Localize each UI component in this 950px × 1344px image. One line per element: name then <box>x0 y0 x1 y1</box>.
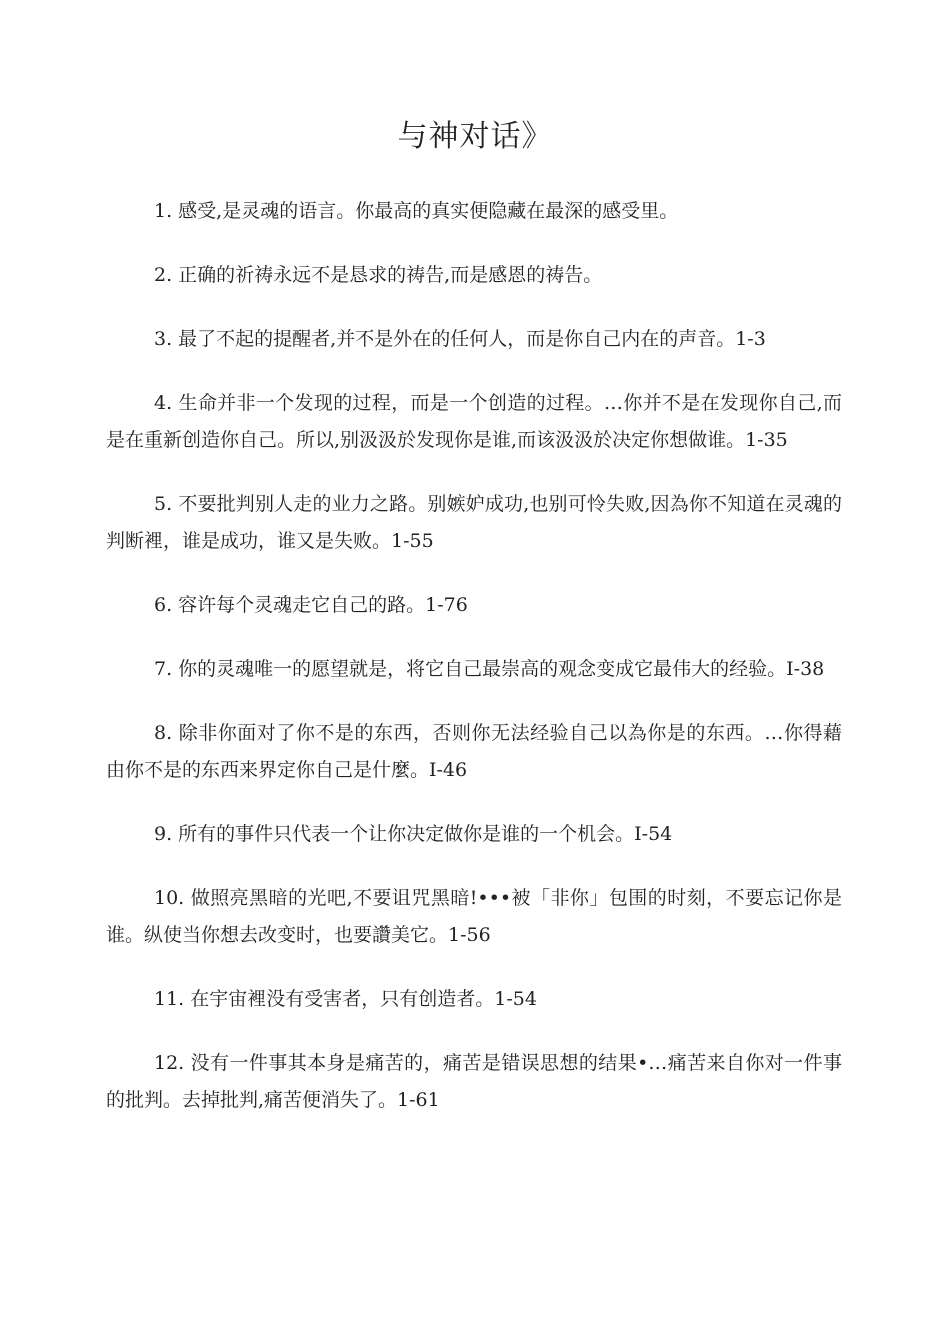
quote-item-9: 9. 所有的事件只代表一个让你决定做你是谁的一个机会。I-54 <box>154 823 673 845</box>
quote-item-5: 5. 不要批判别人走的业力之路。别嫉妒成功,也别可怜失败,因為你不知道在灵魂的判断裡，谁是成功，谁又是失败。1-55 <box>106 493 842 552</box>
quote-item-7: 7. 你的灵魂唯一的愿望就是，将它自己最崇高的观念变成它最伟大的经验。I-38 <box>154 658 825 680</box>
quote-item-4: 4. 生命并非一个发现的过程，而是一个创造的过程。…你并不是在发现你自己,而是在重新创造你自己。所以,别汲汲於发现你是谁,而该汲汲於决定你想做谁。1-35 <box>106 392 842 451</box>
quote-item-10: 10. 做照亮黑暗的光吧,不要诅咒黑暗!•••被「非你」包围的时刻，不要忘记你是谁。纵使当你想去改变时，也要讚美它。1-56 <box>106 887 842 946</box>
quote-item-3: 3. 最了不起的提醒者,并不是外在的任何人，而是你自己内在的声音。1-3 <box>154 328 766 350</box>
quote-item-11: 11. 在宇宙裡没有受害者，只有创造者。1-54 <box>154 988 537 1010</box>
quote-item-1: 1. 感受,是灵魂的语言。你最高的真实便隐藏在最深的感受里。 <box>154 200 679 222</box>
quote-item-6: 6. 容许每个灵魂走它自己的路。1-76 <box>154 594 468 616</box>
quote-item-2: 2. 正确的祈祷永远不是恳求的祷告,而是感恩的祷告。 <box>154 264 603 286</box>
quote-item-12: 12. 没有一件事其本身是痛苦的，痛苦是错误思想的结果•…痛苦来自你对一件事的批判。去掉批判,痛苦便消失了。1-61 <box>106 1052 842 1111</box>
document-title: 与神对话》 <box>397 119 553 154</box>
quote-item-8: 8. 除非你面对了你不是的东西，否则你无法经验自己以為你是的东西。…你得藉由你不是的东西来界定你自己是什麼。I-46 <box>106 722 842 781</box>
quote-list <box>106 193 842 1146</box>
